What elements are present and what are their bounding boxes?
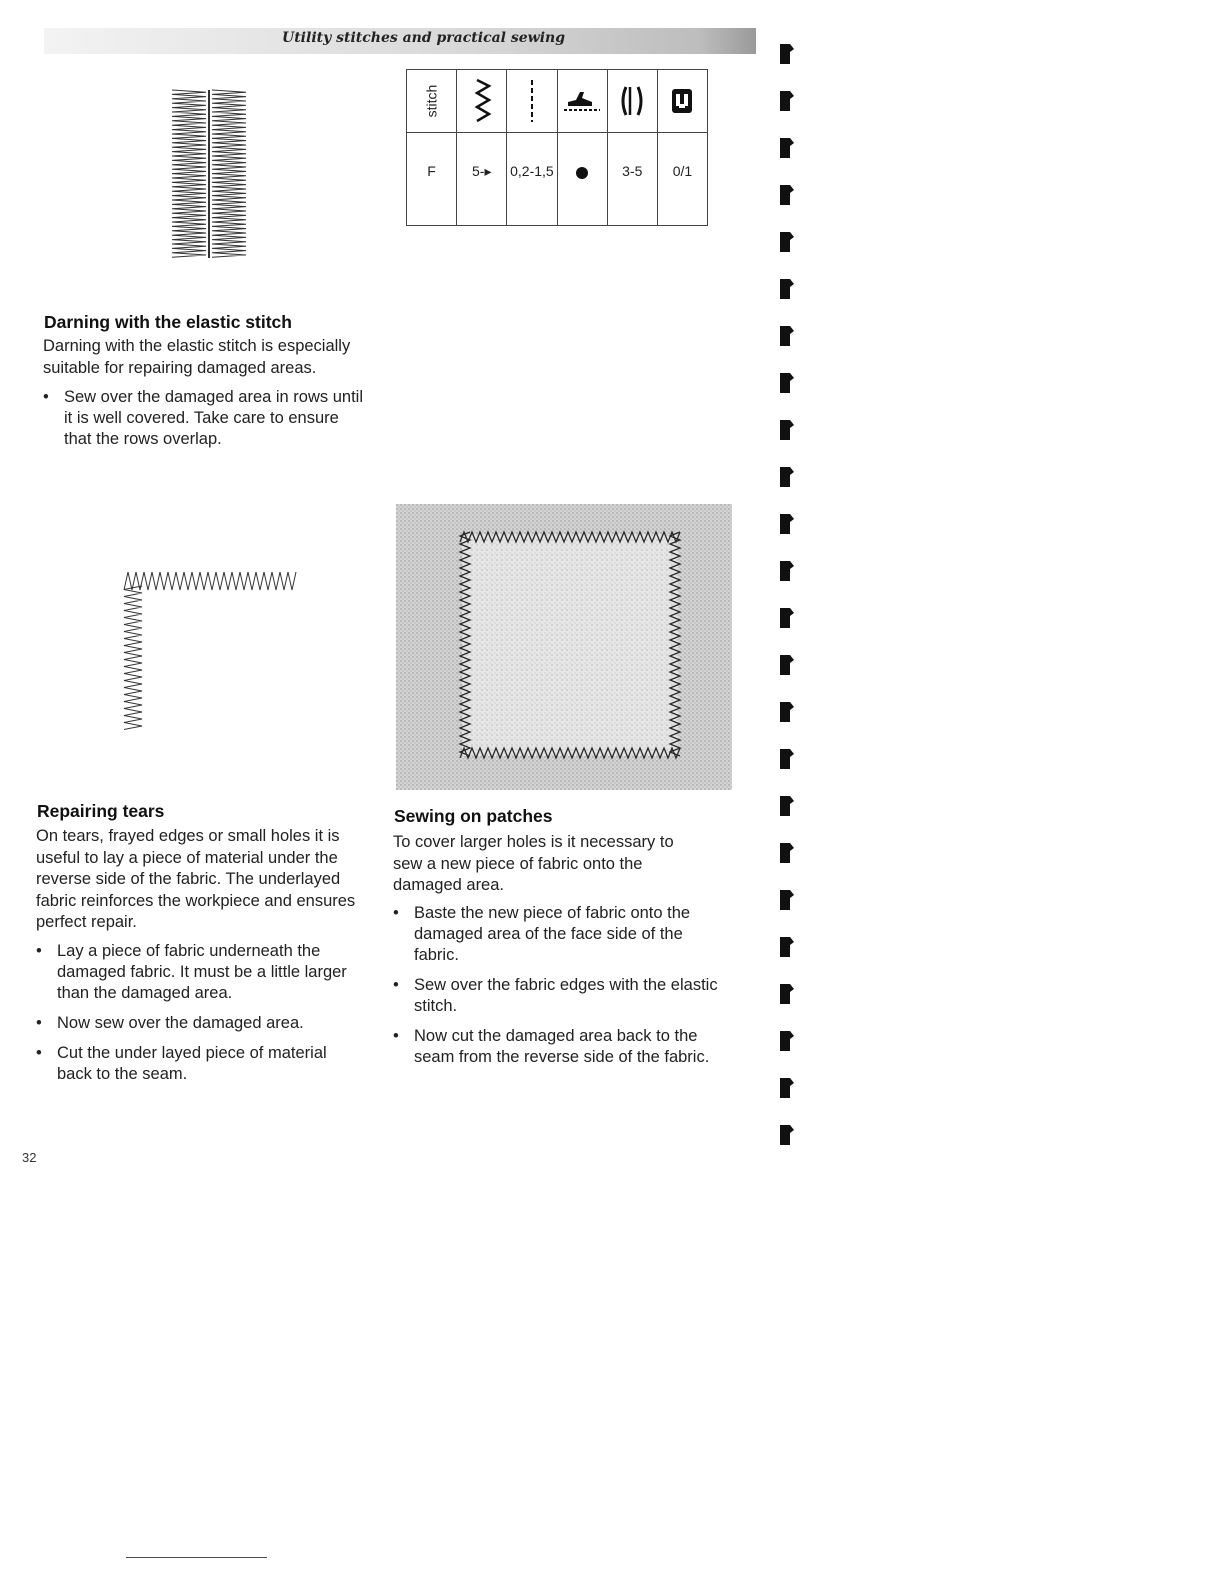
footer-link-underline [126,1557,267,1558]
stitch-label: stitch [423,84,440,118]
list-item: • Now cut the damaged area back to the seam from the reverse side of the fabric. [393,1026,723,1068]
zigzag-column [172,90,206,257]
index-tab-mark [780,44,794,64]
value-foot-type: 0/1 [672,163,693,179]
list-item: • Sew over the damaged area in rows until it is well covered. Take care to ensure that the rows overlap. [43,387,363,450]
page-number: 32 [22,1150,37,1165]
index-tab-mark [780,1125,794,1145]
page-header-title: Utility stitches and practical sewing [282,30,565,46]
patch-sample-photo [396,504,732,790]
index-tab-mark [780,467,794,487]
index-tabs-strip [770,24,820,1174]
index-tab-mark [780,796,794,816]
settings-value-row [407,133,707,225]
index-tab-mark [780,514,794,534]
patches-bullets [393,903,723,1077]
darning-bullets [43,387,363,459]
list-item: • Now sew over the damaged area. [36,1013,356,1034]
patches-heading: Sewing on patches [394,806,553,826]
value-stitch: F [407,133,457,225]
presser-foot-icon [558,70,608,132]
list-item: • Sew over the fabric edges with the elastic stitch. [393,975,723,1017]
zigzag-column [212,90,246,257]
list-item: • Baste the new piece of fabric onto the damaged area of the face side of the fabric. [393,903,723,966]
tear-zigzag-horizontal [124,572,296,590]
filled-dot-icon [576,167,588,179]
index-tab-mark [780,702,794,722]
value-tension: 3-5 [608,133,658,225]
elastic-stitch-sample-image [166,88,252,260]
index-tab-mark [780,749,794,769]
tear-zigzag-vertical [124,586,142,730]
tears-intro: On tears, frayed edges or small holes it is useful to lay a piece of material under the reverse side of the fabric. The underlayed fabric reinforces the workpiece and ensures perfect repair. [36,827,356,931]
darning-intro: Darning with the elastic stitch is especially suitable for repairing damaged areas. [43,337,351,377]
index-tab-mark [780,1031,794,1051]
index-tab-mark [780,608,794,628]
index-tab-mark [780,561,794,581]
darning-heading: Darning with the elastic stitch [44,312,292,332]
stitch-width-icon [457,70,507,132]
tension-icon [608,70,658,132]
index-tab-mark [780,91,794,111]
stitch-settings-table [406,69,708,226]
foot-type-icon [658,70,707,132]
tear-repair-diagram [120,566,302,734]
index-tab-mark [780,185,794,205]
patches-intro: To cover larger holes is it necessary to sew a new piece of fabric onto the damaged area. [393,833,674,894]
settings-icon-row [407,70,707,133]
stitch-length-icon [507,70,557,132]
list-item: • Lay a piece of fabric underneath the damaged fabric. It must be a little larger than the damaged area. [36,941,356,1004]
value-stitch-length: 0,2-1,5 [507,133,557,225]
value-stitch-width: 5-▸ [457,133,507,225]
index-tab-mark [780,279,794,299]
value-presser-foot [558,133,608,225]
tears-bullets [36,941,356,1094]
index-tab-mark [780,890,794,910]
list-item: • Cut the under layed piece of material back to the seam. [36,1043,356,1085]
index-tab-mark [780,655,794,675]
index-tab-mark [780,420,794,440]
stitch-label-cell [407,70,457,132]
index-tab-mark [780,138,794,158]
index-tab-mark [780,373,794,393]
index-tab-mark [780,937,794,957]
index-tab-mark [780,232,794,252]
index-tab-mark [780,1078,794,1098]
index-tab-mark [780,984,794,1004]
index-tab-mark [780,326,794,346]
index-tab-mark [780,843,794,863]
tears-heading: Repairing tears [37,801,165,821]
